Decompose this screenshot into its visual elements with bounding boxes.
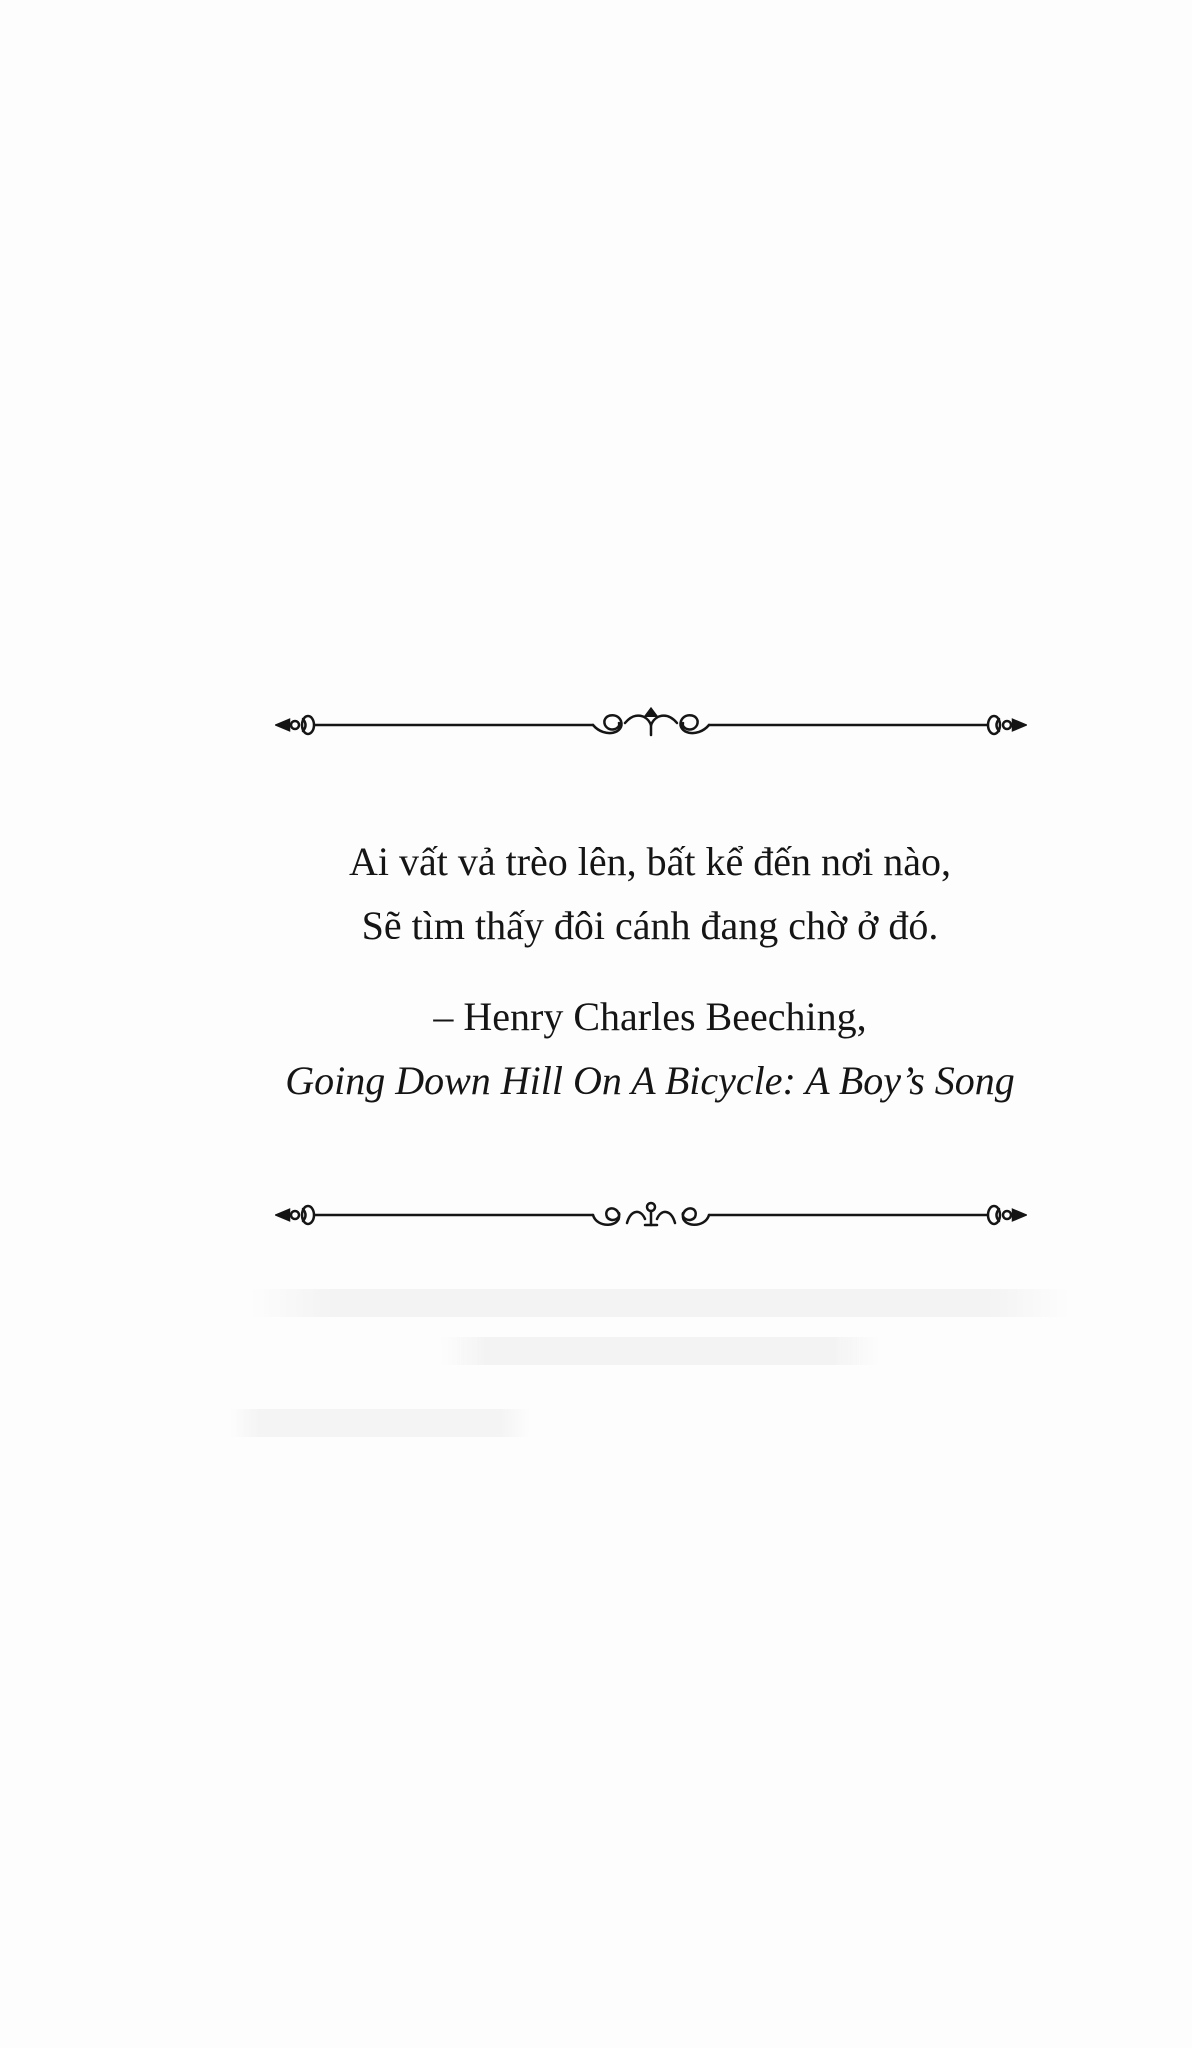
verse-line-1: Ai vất vả trèo lên, bất kể đến nơi nào, — [348, 839, 952, 884]
flourish-divider-icon — [275, 1195, 1027, 1235]
attribution-work: Going Down Hill On A Bicycle: A Boy’s Song — [285, 1058, 1015, 1103]
bleed-through-bar-3 — [230, 1409, 530, 1437]
flourish-divider-icon — [275, 705, 1027, 745]
bleed-through-bar-1 — [250, 1289, 1070, 1317]
verse-line-2: Sẽ tìm thấy đôi cánh đang chờ ở đó. — [361, 903, 939, 948]
ornament-divider-top — [275, 705, 1027, 745]
ornament-divider-bottom — [275, 1195, 1027, 1235]
verse — [200, 830, 1100, 958]
attribution-author: – Henry Charles Beeching, — [433, 994, 867, 1039]
bleed-through-bar-2 — [440, 1337, 880, 1365]
bleed-through-shadow — [230, 1265, 1090, 1437]
attribution — [160, 985, 1140, 1113]
